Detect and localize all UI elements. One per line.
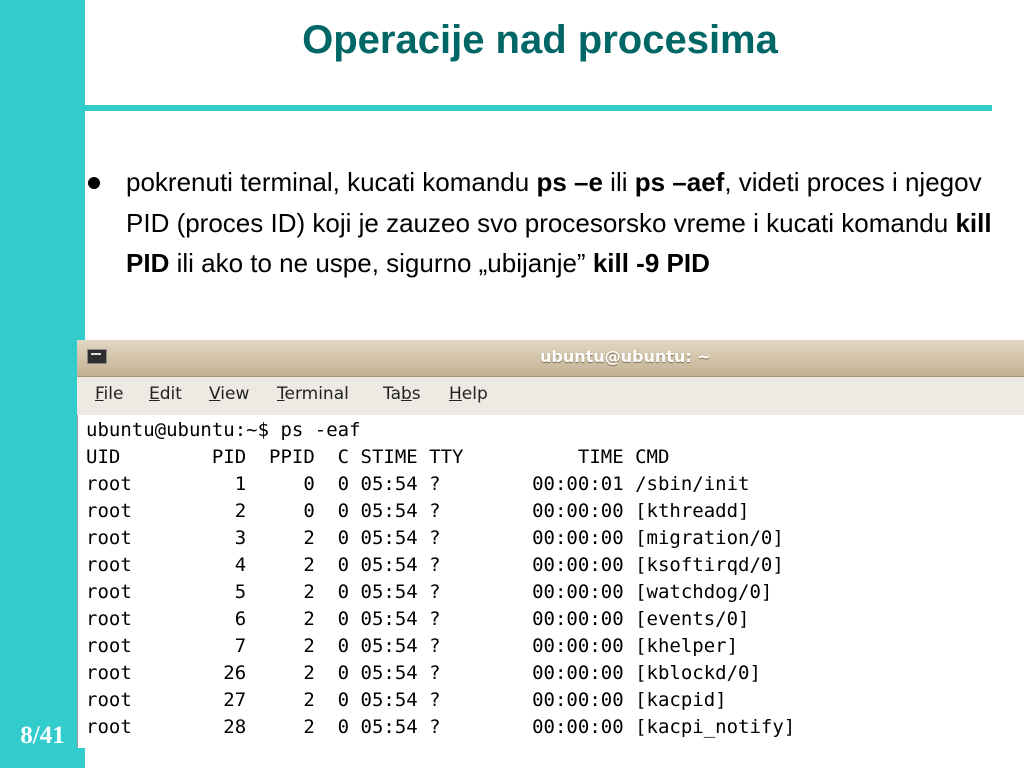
menu-edit-post: dit: [159, 384, 182, 404]
terminal-header-line: UID PID PPID C STIME TTY TIME CMD: [86, 446, 670, 468]
menu-edit[interactable]: [149, 384, 182, 404]
menu-edit-key: E: [149, 384, 160, 404]
command-ps-aef: ps –aef: [634, 167, 725, 197]
slide-title: Operacije nad procesima: [302, 18, 778, 62]
terminal-window: [77, 340, 1024, 748]
terminal-prompt-line: ubuntu@ubuntu:~$ ps -eaf: [86, 419, 361, 441]
slide-page-number: 8/41: [20, 722, 65, 749]
menu-help-key: H: [449, 384, 462, 404]
command-kill-pid: kill PID: [126, 207, 992, 278]
bullet-text-part: ili: [602, 167, 635, 197]
terminal-output-line: root 1 0 0 05:54 ? 00:00:01 /sbin/init: [86, 473, 750, 495]
terminal-titlebar[interactable]: [77, 340, 1024, 377]
menu-terminal[interactable]: [277, 384, 349, 404]
bullet-text-part: pokrenuti terminal, kucati komandu: [126, 167, 537, 197]
terminal-output-line: root 6 2 0 05:54 ? 00:00:00 [events/0]: [86, 608, 750, 630]
menu-terminal-post: erminal: [284, 384, 349, 404]
terminal-menubar: [77, 377, 1024, 415]
terminal-output-line: root 3 2 0 05:54 ? 00:00:00 [migration/0]: [86, 527, 784, 549]
menu-terminal-key: T: [277, 384, 285, 404]
command-ps-e: ps –e: [536, 167, 603, 197]
menu-view-key: V: [209, 384, 221, 404]
title-divider: [85, 105, 992, 111]
terminal-screen[interactable]: [77, 415, 1024, 748]
terminal-output-line: root 28 2 0 05:54 ? 00:00:00 [kacpi_notify]: [86, 716, 796, 738]
menu-file-key: F: [95, 384, 104, 404]
bullet-dot-icon: [88, 177, 100, 189]
terminal-output-line: root 5 2 0 05:54 ? 00:00:00 [watchdog/0]: [86, 581, 773, 603]
terminal-output-line: root 26 2 0 05:54 ? 00:00:00 [kblockd/0]: [86, 662, 761, 684]
terminal-output-line: root 7 2 0 05:54 ? 00:00:00 [khelper]: [86, 635, 739, 657]
menu-help-post: elp: [461, 384, 488, 404]
menu-view-post: iew: [220, 384, 250, 404]
command-kill-9-pid: kill -9 PID: [592, 248, 710, 278]
menu-file[interactable]: [95, 384, 123, 404]
terminal-output-line: root 2 0 0 05:54 ? 00:00:00 [kthreadd]: [86, 500, 750, 522]
terminal-app-icon[interactable]: [87, 349, 107, 364]
terminal-output-line: root 27 2 0 05:54 ? 00:00:00 [kacpid]: [86, 689, 727, 711]
slide-side-bar: [0, 0, 85, 768]
menu-view[interactable]: [209, 384, 249, 404]
menu-help[interactable]: [449, 384, 488, 404]
menu-tabs-pre: Ta: [383, 384, 401, 404]
menu-tabs-post: s: [411, 384, 421, 404]
bullet-text: [126, 162, 996, 284]
menu-tabs[interactable]: [383, 384, 421, 404]
window-title: ubuntu@ubuntu: ~: [540, 347, 711, 366]
terminal-output-line: root 4 2 0 05:54 ? 00:00:00 [ksoftirqd/0]: [86, 554, 784, 576]
menu-tabs-key: b: [401, 384, 412, 404]
bullet-text-part: , videti proces i njegov PID (proces ID) koji je zauzeo svo procesorsko vreme i kucati komandu: [126, 167, 982, 238]
bullet-text-part: ili ako to ne uspe, sigurno „ubijanje”: [169, 248, 593, 278]
menu-file-post: ile: [103, 384, 124, 404]
